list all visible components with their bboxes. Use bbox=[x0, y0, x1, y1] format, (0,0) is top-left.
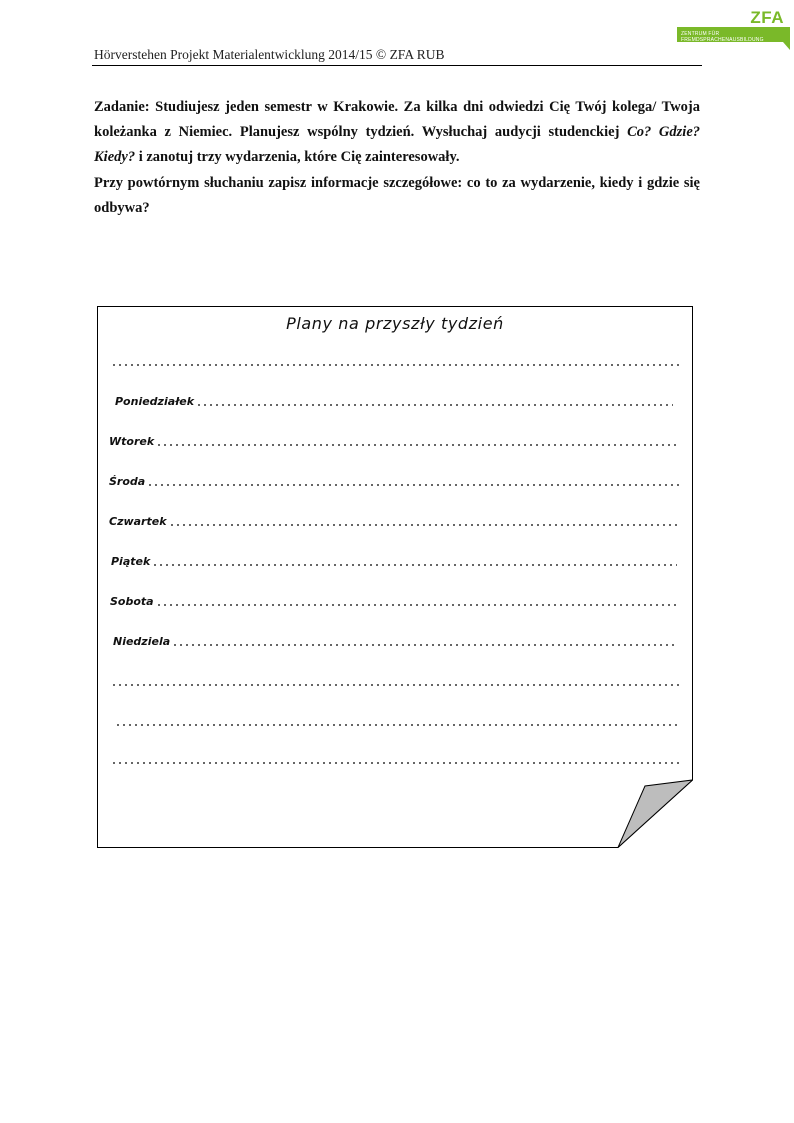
logo-line-2: FREMDSPRACHENAUSBILDUNG bbox=[681, 37, 764, 43]
day-label: Wtorek bbox=[109, 435, 155, 448]
dotted-line bbox=[196, 404, 673, 406]
dotted-line bbox=[169, 524, 679, 526]
day-row-saturday[interactable] bbox=[110, 592, 679, 608]
blank-line[interactable] bbox=[115, 712, 677, 728]
task-second-paragraph: Przy powtórnym słuchaniu zapisz informacje szczegółowe: co to za wydarzenie, kiedy i gdzie się odbywa? bbox=[94, 175, 700, 216]
logo-band bbox=[677, 27, 790, 50]
dotted-line bbox=[115, 724, 677, 726]
header-divider bbox=[92, 65, 702, 66]
day-row-thursday[interactable] bbox=[109, 512, 679, 528]
day-label: Środa bbox=[109, 475, 146, 488]
day-row-monday[interactable] bbox=[115, 392, 673, 408]
plan-title: Plany na przyszły tydzień bbox=[286, 314, 504, 333]
logo-line-1: ZENTRUM FÜR bbox=[681, 31, 720, 37]
day-row-sunday[interactable] bbox=[113, 632, 677, 648]
task-text-part-1: Zadanie: Studiujesz jeden semestr w Krakowie. Za kilka dni odwiedzi Cię Twój kolega/ Twoja koleżanka z Niemiec. Planujesz wspólny tydzień. Wysłuchaj audycji studenckiej bbox=[94, 99, 700, 140]
blank-line[interactable] bbox=[111, 672, 679, 688]
curled-paper-frame bbox=[97, 306, 693, 848]
day-label: Poniedziałek bbox=[115, 395, 195, 408]
day-row-tuesday[interactable] bbox=[109, 432, 679, 448]
day-row-friday[interactable] bbox=[111, 552, 677, 568]
plan-notepad bbox=[97, 306, 693, 848]
task-text-part-2: i zanotuj trzy wydarzenia, które Cię zainteresowały. bbox=[135, 149, 460, 165]
blank-line[interactable] bbox=[111, 750, 679, 766]
page-header: Hörverstehen Projekt Materialentwicklung 2014/15 © ZFA RUB bbox=[94, 47, 445, 62]
day-label: Piątek bbox=[111, 555, 151, 568]
zfa-logo bbox=[677, 8, 790, 52]
day-label: Sobota bbox=[110, 595, 154, 608]
task-audio-title: Co? Gdzie? Kiedy? bbox=[94, 124, 701, 165]
dotted-line bbox=[172, 644, 677, 646]
task-instruction bbox=[94, 95, 700, 170]
dotted-line bbox=[147, 484, 679, 486]
dotted-line bbox=[156, 444, 679, 446]
logo-wordmark: ZFA bbox=[750, 8, 784, 27]
dotted-line bbox=[152, 564, 677, 566]
dotted-line bbox=[156, 604, 679, 606]
dotted-line bbox=[111, 684, 679, 686]
dotted-line bbox=[111, 762, 679, 764]
day-label: Czwartek bbox=[109, 515, 167, 528]
day-row-wednesday[interactable] bbox=[109, 472, 679, 488]
dotted-line bbox=[111, 364, 679, 366]
day-label: Niedziela bbox=[113, 635, 171, 648]
blank-line[interactable] bbox=[111, 352, 679, 368]
